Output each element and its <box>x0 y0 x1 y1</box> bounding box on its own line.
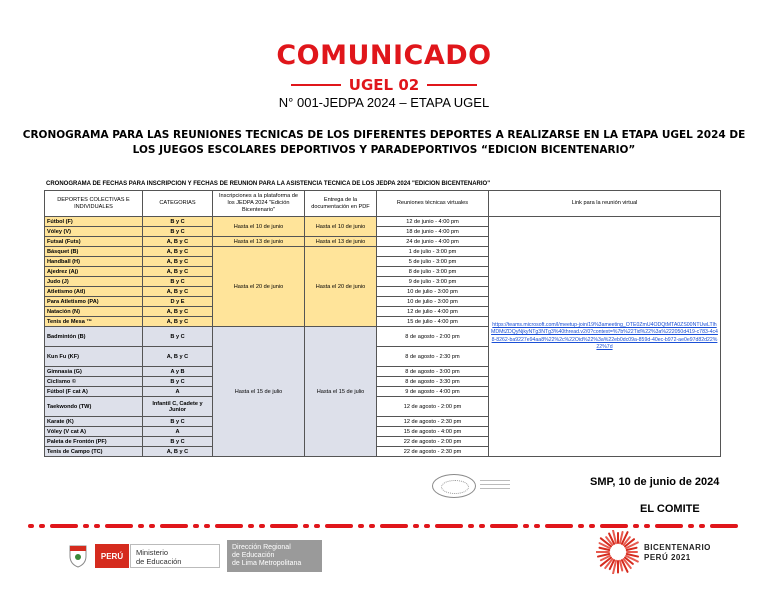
cell-reunion: 12 de julio - 4:00 pm <box>377 307 489 317</box>
cell-sport: Paleta de Frontón (PF) <box>45 437 143 447</box>
cell-reunion: 12 de agosto - 2:00 pm <box>377 397 489 417</box>
dre-line1: Dirección Regional <box>232 544 291 551</box>
schedule-table <box>44 190 721 457</box>
cell-sport: Badmintón (B) <box>45 327 143 347</box>
cell-category: Infantil C, Cadete y Junior <box>143 397 213 417</box>
cell-category: B y C <box>143 217 213 227</box>
signature-committee: EL COMITE <box>640 503 700 515</box>
cell-category: A <box>143 387 213 397</box>
cell-sport: Judo (J) <box>45 277 143 287</box>
cell-sport: Para Atletismo (PA) <box>45 297 143 307</box>
document-number: N° 001-JEDPA 2024 – ETAPA UGEL <box>278 95 490 110</box>
cell-reunion: 9 de agosto - 4:00 pm <box>377 387 489 397</box>
cell-entrega-deadline: Hasta el 10 de junio <box>305 217 377 237</box>
footer-divider <box>28 524 740 528</box>
header-inscripciones: Inscripciones a la plataforma de los JEDPA 2024 "Edición Bicentenario" <box>213 191 305 217</box>
cell-entrega-deadline: Hasta el 13 de junio <box>305 237 377 247</box>
cell-sport: Básquet (B) <box>45 247 143 257</box>
cell-category: A, B y C <box>143 317 213 327</box>
cell-reunion: 12 de agosto - 2:30 pm <box>377 417 489 427</box>
divider-left <box>291 84 341 86</box>
teams-meeting-link[interactable]: https://teams.microsoft.com/l/meetup-join/19%3ameeting_OTE0ZmU4ODQtMTA0ZS00NTUwLTlhMDMtZDQyNjkyNTg3NTg3%40thread.v2/0?context=%7b%22Tid%22%3a%222050d419-c783-4c48-8262-ba9227e94aa8%22%2c%22Oid%22%3a%22eb0dc09a-859d-40ec-b972-ae0e97d82d22%22%7d <box>491 321 718 350</box>
cell-sport: Kun Fu (KF) <box>45 347 143 367</box>
cell-sport: Tenis de Mesa ™ <box>45 317 143 327</box>
cell-category: A, B y C <box>143 237 213 247</box>
table-row <box>45 217 721 227</box>
cell-reunion: 22 de agosto - 2:30 pm <box>377 447 489 457</box>
cell-reunion: 1 de julio - 3:00 pm <box>377 247 489 257</box>
dre-logo <box>227 540 322 572</box>
cell-reunion: 5 de julio - 3:00 pm <box>377 257 489 267</box>
cell-category: A, B y C <box>143 257 213 267</box>
cell-sport: Vóley (V) <box>45 227 143 237</box>
cell-category: A, B y C <box>143 287 213 297</box>
header-entrega: Entrega de la documentación en PDF <box>305 191 377 217</box>
cell-sport: Ajedrez (Aj) <box>45 267 143 277</box>
divider-right <box>427 84 477 86</box>
page-title: COMUNICADO <box>276 40 492 71</box>
cell-category: A, B y C <box>143 307 213 317</box>
cell-sport: Taekwondo (TW) <box>45 397 143 417</box>
cell-sport: Vóley (V cat A) <box>45 427 143 437</box>
cell-entrega-deadline: Hasta el 20 de junio <box>305 247 377 327</box>
cell-category: A, B y C <box>143 347 213 367</box>
cell-sport: Natación (N) <box>45 307 143 317</box>
peru-logo: PERÚ <box>95 544 129 568</box>
cell-reunion: 8 de julio - 3:00 pm <box>377 267 489 277</box>
seal-signature <box>480 480 510 492</box>
cell-sport: Tenis de Campo (TC) <box>45 447 143 457</box>
cell-reunion: 24 de junio - 4:00 pm <box>377 237 489 247</box>
cell-category: A y B <box>143 367 213 377</box>
ministerio-line1: Ministerio <box>136 548 169 557</box>
cell-sport: Karate (K) <box>45 417 143 427</box>
cell-sport: Futsal (Futs) <box>45 237 143 247</box>
cell-category: B y C <box>143 417 213 427</box>
cell-category: D y E <box>143 297 213 307</box>
cell-inscripcion-deadline: Hasta el 20 de junio <box>213 247 305 327</box>
bicentenario-line1: BICENTENARIO <box>644 543 711 552</box>
cell-category: B y C <box>143 277 213 287</box>
dre-line3: de Lima Metropolitana <box>232 560 302 567</box>
cell-category: B y C <box>143 227 213 237</box>
cell-inscripcion-deadline: Hasta el 10 de junio <box>213 217 305 237</box>
cell-reunion: 22 de agosto - 2:00 pm <box>377 437 489 447</box>
cell-reunion: 15 de agosto - 4:00 pm <box>377 427 489 437</box>
cell-reunion: 8 de agosto - 2:30 pm <box>377 347 489 367</box>
cell-sport: Handball (H) <box>45 257 143 267</box>
cell-category: A <box>143 427 213 437</box>
bicentenario-text <box>644 543 711 563</box>
cell-link <box>489 217 721 457</box>
ministerio-line2: de Educación <box>136 557 182 566</box>
bicentenario-line2: PERÚ 2021 <box>644 553 691 562</box>
cell-sport: Fútbol (F cat A) <box>45 387 143 397</box>
bicentenario-logo-icon <box>596 530 640 574</box>
cell-inscripcion-deadline: Hasta el 15 de julio <box>213 327 305 457</box>
cell-reunion: 10 de julio - 3:00 pm <box>377 297 489 307</box>
cell-sport: Ciclismo © <box>45 377 143 387</box>
cell-sport: Fútbol (F) <box>45 217 143 227</box>
cronograma-title: CRONOGRAMA PARA LAS REUNIONES TECNICAS DE LOS DIFERENTES DEPORTES A REALIZARSE EN LA ETAPA UGEL 2024 DE LOS JUEGOS ESCOLARES DEPORTIVOS Y PARADEPORTIVOS “EDICION BICENTENARIO” <box>22 129 746 156</box>
cell-reunion: 18 de junio - 4:00 pm <box>377 227 489 237</box>
dre-line2: de Educación <box>232 552 275 559</box>
cell-reunion: 8 de agosto - 3:00 pm <box>377 367 489 377</box>
peru-shield-icon <box>67 544 89 568</box>
ugel-heading <box>0 76 768 94</box>
cell-sport: Atletismo (Atl) <box>45 287 143 297</box>
cell-reunion: 10 de julio - 3:00 pm <box>377 287 489 297</box>
cell-reunion: 12 de junio - 4:00 pm <box>377 217 489 227</box>
cell-reunion: 15 de julio - 4:00 pm <box>377 317 489 327</box>
cell-category: B y C <box>143 437 213 447</box>
ministerio-logo <box>130 544 220 568</box>
header-categorias: CATEGORIAS <box>143 191 213 217</box>
header-reuniones: Reuniones técnicas virtuales <box>377 191 489 217</box>
header-deportes: DEPORTES COLECTIVAS E INDIVIDUALES <box>45 191 143 217</box>
table-caption: CRONOGRAMA DE FECHAS PARA INSCRIPCION Y FECHAS DE REUNION PARA LA ASISTENCIA TECNICA DE LOS JEDPA 2024 "EDICION BICENTENARIO" <box>46 181 491 187</box>
cell-reunion: 8 de agosto - 2:00 pm <box>377 327 489 347</box>
cell-category: B y C <box>143 377 213 387</box>
ugel-label: UGEL 02 <box>348 76 420 94</box>
cell-category: B y C <box>143 327 213 347</box>
cell-category: A, B y C <box>143 447 213 457</box>
cell-sport: Gimnasia (G) <box>45 367 143 377</box>
cell-reunion: 8 de agosto - 3:30 pm <box>377 377 489 387</box>
cell-category: A, B y C <box>143 247 213 257</box>
cell-category: A, B y C <box>143 267 213 277</box>
cell-entrega-deadline: Hasta el 15 de julio <box>305 327 377 457</box>
header-link: Link para la reunión virtual <box>489 191 721 217</box>
cell-reunion: 9 de julio - 3:00 pm <box>377 277 489 287</box>
date-line: SMP, 10 de junio de 2024 <box>590 476 720 488</box>
cell-inscripcion-deadline: Hasta el 13 de junio <box>213 237 305 247</box>
committee-seal <box>432 474 476 498</box>
